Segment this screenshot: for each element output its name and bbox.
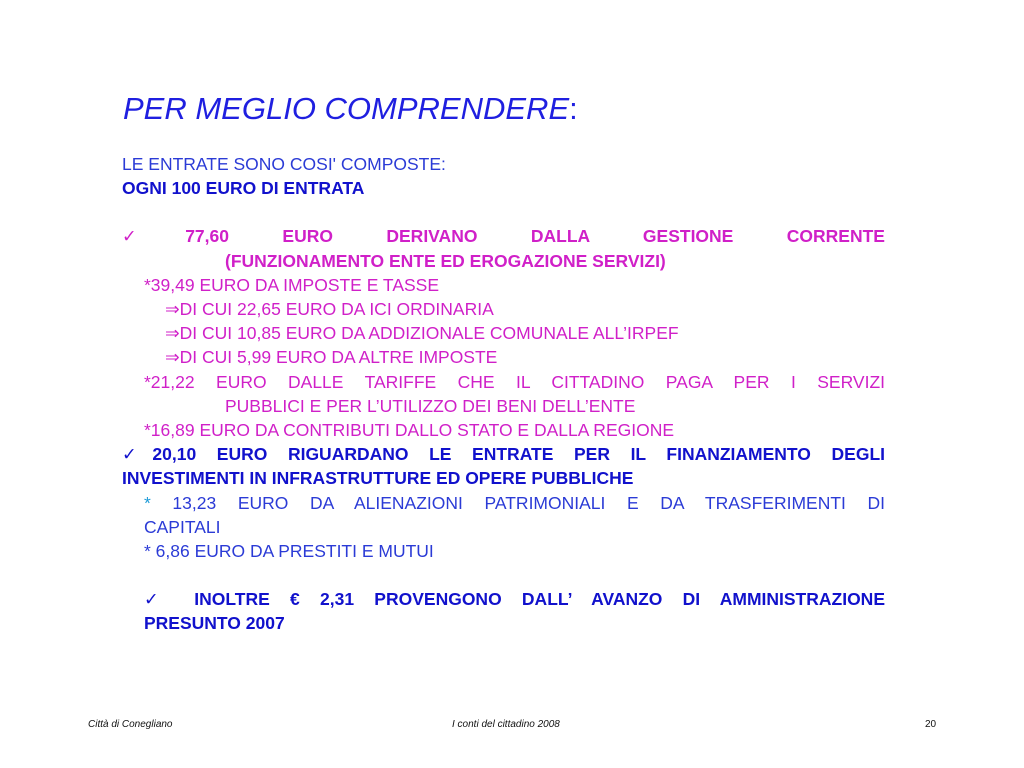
section1-word: GESTIONE bbox=[642, 226, 734, 247]
list-item-alienazioni-cont: CAPITALI bbox=[144, 516, 221, 537]
list-subitem-irpef bbox=[122, 321, 885, 345]
list-item-alienazioni bbox=[122, 491, 885, 515]
arrow-right-icon: ⇒ bbox=[165, 323, 180, 344]
section2-heading-text: 20,10 EURO RIGUARDANO LE ENTRATE PER IL FINANZIAMENTO DEGLI bbox=[152, 444, 885, 465]
section3-heading bbox=[122, 587, 885, 611]
list-item-prestiti: * 6,86 EURO DA PRESTITI E MUTUI bbox=[144, 541, 434, 562]
section2-heading-cont: INVESTIMENTI IN INFRASTRUTTURE ED OPERE PUBBLICHE bbox=[122, 468, 634, 489]
spacer bbox=[122, 200, 885, 224]
slide-body bbox=[122, 152, 885, 636]
section1-heading bbox=[122, 224, 885, 248]
slide-title bbox=[123, 91, 578, 127]
list-item-text: 13,23 EURO DA ALIENAZIONI PATRIMONIALI E DA TRASFERIMENTI DI bbox=[150, 492, 885, 513]
section2-heading bbox=[122, 442, 885, 466]
list-subitem-text: DI CUI 22,65 EURO DA ICI ORDINARIA bbox=[179, 299, 494, 320]
section1-word: CORRENTE bbox=[786, 226, 885, 247]
list-item-imposte: *39,49 EURO DA IMPOSTE E TASSE bbox=[144, 274, 440, 295]
arrow-right-icon: ⇒ bbox=[165, 347, 180, 368]
bullet-star: * bbox=[144, 492, 151, 513]
intro-subtitle: OGNI 100 EURO DI ENTRATA bbox=[122, 178, 365, 199]
section1-word: DALLA bbox=[530, 226, 590, 247]
footer-organization: Città di Conegliano bbox=[88, 719, 173, 730]
list-subitem-text: DI CUI 10,85 EURO DA ADDIZIONALE COMUNALE ALL’IRPEF bbox=[179, 323, 679, 344]
list-subitem-ici bbox=[122, 297, 885, 321]
section1-word: 77,60 bbox=[185, 226, 229, 247]
list-item-tariffe-cont: PUBBLICI E PER L’UTILIZZO DEI BENI DELL’ENTE bbox=[225, 395, 636, 416]
spacer bbox=[122, 563, 885, 587]
footer-document-title: I conti del cittadino 2008 bbox=[452, 719, 560, 730]
intro-line: LE ENTRATE SONO COSI' COMPOSTE: bbox=[122, 154, 446, 174]
section1-word: EURO bbox=[282, 226, 333, 247]
section3-heading-text: INOLTRE € 2,31 PROVENGONO DALL’ AVANZO DI AMMINISTRAZIONE bbox=[174, 589, 885, 610]
list-subitem-text: DI CUI 5,99 EURO DA ALTRE IMPOSTE bbox=[179, 347, 498, 368]
slide-title-colon: : bbox=[569, 91, 578, 126]
list-item-contributi: *16,89 EURO DA CONTRIBUTI DALLO STATO E DALLA REGIONE bbox=[144, 420, 675, 441]
section1-subheading: (FUNZIONAMENTO ENTE ED EROGAZIONE SERVIZI) bbox=[225, 250, 666, 271]
list-item-tariffe: *21,22 EURO DALLE TARIFFE CHE IL CITTADINO PAGA PER I SERVIZI bbox=[144, 371, 885, 392]
checkmark-icon: ✓ bbox=[122, 226, 186, 247]
checkmark-icon: ✓ bbox=[122, 444, 153, 465]
section3-heading-cont: PRESUNTO 2007 bbox=[144, 613, 285, 634]
footer-page-number: 20 bbox=[925, 719, 937, 730]
section1-word: DERIVANO bbox=[386, 226, 478, 247]
checkmark-icon: ✓ bbox=[144, 589, 175, 610]
arrow-right-icon: ⇒ bbox=[165, 299, 180, 320]
slide-title-text: PER MEGLIO COMPRENDERE bbox=[123, 91, 570, 126]
list-subitem-altre bbox=[122, 345, 885, 369]
